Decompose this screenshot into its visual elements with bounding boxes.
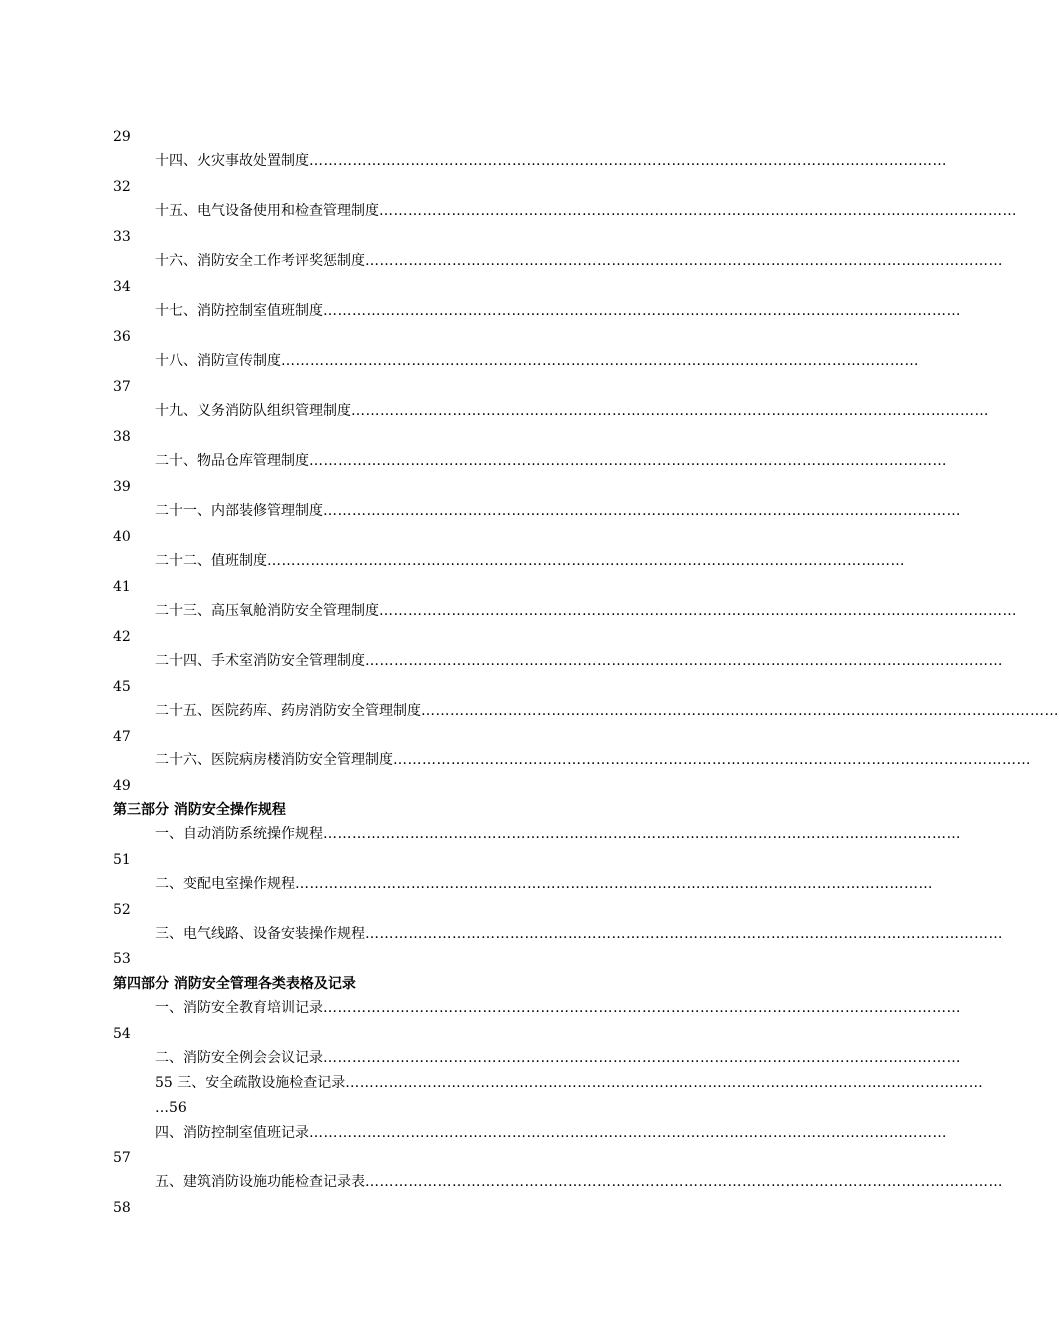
dot-leader: …………………………………………………………………………………………………………………… bbox=[365, 253, 1003, 269]
toc-entry[interactable] bbox=[155, 499, 961, 523]
page-number: 29 bbox=[113, 129, 131, 145]
dot-leader: …………………………………………………………………………………………………………………… bbox=[379, 203, 1017, 219]
dot-leader: …………………………………………………………………………………………………………………… bbox=[379, 603, 1017, 619]
page-number: 52 bbox=[113, 902, 131, 918]
dot-leader: …………………………………………………………………………………………………………………… bbox=[421, 703, 1059, 719]
dot-leader: …………………………………………………………………………………………………………………… bbox=[309, 1125, 947, 1141]
page-number: 45 bbox=[113, 679, 131, 695]
toc-entry-title: 十六、消防安全工作考评奖惩制度 bbox=[155, 253, 365, 269]
page-number: 49 bbox=[113, 778, 131, 794]
page-number: 47 bbox=[113, 729, 131, 745]
toc-entry[interactable] bbox=[155, 996, 961, 1020]
toc-entry[interactable] bbox=[155, 822, 961, 846]
toc-entry-title: 十八、消防宣传制度 bbox=[155, 353, 281, 369]
toc-entry-title: 二、变配电室操作规程 bbox=[155, 876, 295, 892]
dot-leader: …………………………………………………………………………………………………………………… bbox=[351, 403, 989, 419]
toc-entry-title: 二十二、值班制度 bbox=[155, 553, 267, 569]
toc-entry[interactable] bbox=[155, 399, 989, 423]
toc-entry-title: 四、消防控制室值班记录 bbox=[155, 1125, 309, 1141]
dot-leader: …………………………………………………………………………………………………………………… bbox=[323, 303, 961, 319]
toc-entry-title: 十七、消防控制室值班制度 bbox=[155, 303, 323, 319]
page-number: 42 bbox=[113, 629, 131, 645]
toc-entry[interactable] bbox=[155, 249, 1003, 273]
toc-entry[interactable] bbox=[155, 699, 1059, 723]
dot-leader: …………………………………………………………………………………………………………………… bbox=[323, 1000, 961, 1016]
toc-entry-title: 三、电气线路、设备安装操作规程 bbox=[155, 926, 365, 942]
dot-leader: …………………………………………………………………………………………………………………… bbox=[309, 153, 947, 169]
dot-leader: …………………………………………………………………………………………………………………… bbox=[345, 1075, 984, 1091]
toc-entry-title: 二十五、医院药库、药房消防安全管理制度 bbox=[155, 703, 421, 719]
toc-entry-title: 二十三、高压氧舱消防安全管理制度 bbox=[155, 603, 379, 619]
dot-leader: …………………………………………………………………………………………………………………… bbox=[365, 926, 1003, 942]
page-number: 32 bbox=[113, 179, 131, 195]
dot-leader: …………………………………………………………………………………………………………………… bbox=[267, 553, 905, 569]
toc-entry-title: 十五、电气设备使用和检查管理制度 bbox=[155, 203, 379, 219]
page-number: 58 bbox=[113, 1200, 131, 1216]
dot-leader: …………………………………………………………………………………………………………………… bbox=[393, 752, 1031, 768]
page-number: 51 bbox=[113, 852, 131, 868]
dot-leader: …………………………………………………………………………………………………………………… bbox=[365, 653, 1003, 669]
page-number: 57 bbox=[113, 1150, 131, 1166]
page-number: …56 bbox=[155, 1100, 187, 1116]
dot-leader: …………………………………………………………………………………………………………………… bbox=[295, 876, 933, 892]
toc-entry[interactable] bbox=[155, 1046, 961, 1070]
page-number: 54 bbox=[113, 1026, 131, 1042]
toc-entry[interactable] bbox=[155, 199, 1017, 223]
toc-entry[interactable] bbox=[155, 872, 933, 896]
toc-entry-title: 二十一、内部装修管理制度 bbox=[155, 503, 323, 519]
toc-entry[interactable] bbox=[155, 649, 1003, 673]
page-number: 41 bbox=[113, 579, 131, 595]
toc-entry-title: 55 三、安全疏散设施检查记录 bbox=[155, 1075, 346, 1091]
toc-entry[interactable] bbox=[155, 349, 919, 373]
toc-entry-title: 一、自动消防系统操作规程 bbox=[155, 826, 323, 842]
toc-entry[interactable] bbox=[155, 922, 1003, 946]
part-heading[interactable]: 第三部分 消防安全操作规程 bbox=[113, 802, 286, 818]
toc-entry[interactable] bbox=[155, 1170, 1003, 1194]
toc-entry[interactable] bbox=[155, 549, 905, 573]
page-number: 53 bbox=[113, 951, 131, 967]
toc-entry-title: 二、消防安全例会会议记录 bbox=[155, 1050, 323, 1066]
toc-entry[interactable] bbox=[155, 748, 1031, 772]
part-heading[interactable]: 第四部分 消防安全管理各类表格及记录 bbox=[113, 976, 356, 992]
dot-leader: …………………………………………………………………………………………………………………… bbox=[323, 826, 961, 842]
toc-entry[interactable] bbox=[155, 1121, 947, 1145]
toc-entry[interactable] bbox=[155, 299, 961, 323]
toc-entry-title: 二十四、手术室消防安全管理制度 bbox=[155, 653, 365, 669]
dot-leader: …………………………………………………………………………………………………………………… bbox=[281, 353, 919, 369]
page-number: 38 bbox=[113, 429, 131, 445]
toc-entry-title: 五、建筑消防设施功能检查记录表 bbox=[155, 1174, 365, 1190]
toc-entry-title: 二十、物品仓库管理制度 bbox=[155, 453, 309, 469]
toc-entry-title: 二十六、医院病房楼消防安全管理制度 bbox=[155, 752, 393, 768]
toc-entry-title: 十九、义务消防队组织管理制度 bbox=[155, 403, 351, 419]
page-number: 36 bbox=[113, 329, 131, 345]
toc-entry-title: 十四、火灾事故处置制度 bbox=[155, 153, 309, 169]
toc-entry-title: 一、消防安全教育培训记录 bbox=[155, 1000, 323, 1016]
page-number: 34 bbox=[113, 279, 131, 295]
dot-leader: …………………………………………………………………………………………………………………… bbox=[309, 453, 947, 469]
dot-leader: …………………………………………………………………………………………………………………… bbox=[323, 1050, 961, 1066]
page-number: 37 bbox=[113, 379, 131, 395]
toc-entry[interactable] bbox=[155, 449, 947, 473]
page-number: 40 bbox=[113, 529, 131, 545]
toc-entry[interactable] bbox=[155, 599, 1017, 623]
page-number: 39 bbox=[113, 479, 131, 495]
toc-entry[interactable] bbox=[155, 1071, 984, 1095]
toc-entry[interactable] bbox=[155, 149, 947, 173]
dot-leader: …………………………………………………………………………………………………………………… bbox=[365, 1174, 1003, 1190]
page-number: 33 bbox=[113, 229, 131, 245]
dot-leader: …………………………………………………………………………………………………………………… bbox=[323, 503, 961, 519]
